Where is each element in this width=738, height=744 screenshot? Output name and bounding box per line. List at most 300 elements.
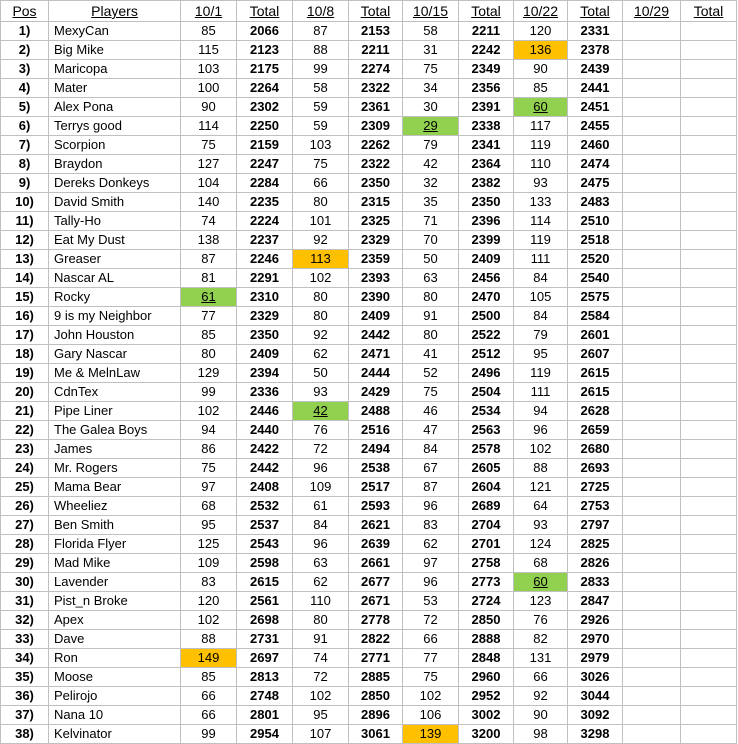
- header-total[interactable]: Total: [349, 1, 403, 22]
- total-10-22-cell[interactable]: 2331: [568, 22, 623, 41]
- score-10-8-cell[interactable]: 102: [293, 687, 349, 706]
- total-10-15-cell[interactable]: 2701: [459, 535, 514, 554]
- total-10-15-cell[interactable]: 2341: [459, 136, 514, 155]
- total-10-1-cell[interactable]: 2561: [237, 592, 293, 611]
- total-10-15-cell[interactable]: 2211: [459, 22, 514, 41]
- total-10-22-cell[interactable]: 2970: [568, 630, 623, 649]
- score-10-8-cell[interactable]: 63: [293, 554, 349, 573]
- total-10-8-cell[interactable]: 2329: [349, 231, 403, 250]
- score-10-8-cell[interactable]: 99: [293, 60, 349, 79]
- total-10-22-cell[interactable]: 2725: [568, 478, 623, 497]
- score-10-1-cell[interactable]: 97: [181, 478, 237, 497]
- player-name-cell[interactable]: Tally-Ho: [49, 212, 181, 231]
- total-10-22-cell[interactable]: 2628: [568, 402, 623, 421]
- score-10-15-cell[interactable]: 80: [403, 288, 459, 307]
- score-10-22-cell[interactable]: 119: [514, 364, 568, 383]
- score-10-29-cell[interactable]: [623, 155, 681, 174]
- total-10-8-cell[interactable]: 2771: [349, 649, 403, 668]
- score-10-22-cell[interactable]: 92: [514, 687, 568, 706]
- position-cell[interactable]: 33): [1, 630, 49, 649]
- score-10-15-cell[interactable]: 42: [403, 155, 459, 174]
- total-10-29-cell[interactable]: [681, 60, 737, 79]
- total-10-15-cell[interactable]: 2563: [459, 421, 514, 440]
- total-10-29-cell[interactable]: [681, 288, 737, 307]
- player-name-cell[interactable]: Me & MelnLaw: [49, 364, 181, 383]
- total-10-22-cell[interactable]: 2615: [568, 364, 623, 383]
- header-week-10-15[interactable]: 10/15: [403, 1, 459, 22]
- total-10-1-cell[interactable]: 2409: [237, 345, 293, 364]
- score-10-1-cell[interactable]: 94: [181, 421, 237, 440]
- total-10-8-cell[interactable]: 2850: [349, 687, 403, 706]
- score-10-22-cell[interactable]: 60: [514, 98, 568, 117]
- score-10-22-cell[interactable]: 98: [514, 725, 568, 744]
- header-week-10-22[interactable]: 10/22: [514, 1, 568, 22]
- total-10-1-cell[interactable]: 2246: [237, 250, 293, 269]
- player-name-cell[interactable]: Rocky: [49, 288, 181, 307]
- score-10-15-cell[interactable]: 58: [403, 22, 459, 41]
- position-cell[interactable]: 6): [1, 117, 49, 136]
- score-10-8-cell[interactable]: 101: [293, 212, 349, 231]
- total-10-1-cell[interactable]: 2247: [237, 155, 293, 174]
- score-10-22-cell[interactable]: 90: [514, 60, 568, 79]
- position-cell[interactable]: 8): [1, 155, 49, 174]
- position-cell[interactable]: 5): [1, 98, 49, 117]
- total-10-29-cell[interactable]: [681, 630, 737, 649]
- score-10-1-cell[interactable]: 104: [181, 174, 237, 193]
- score-10-1-cell[interactable]: 81: [181, 269, 237, 288]
- total-10-1-cell[interactable]: 2615: [237, 573, 293, 592]
- score-10-22-cell[interactable]: 90: [514, 706, 568, 725]
- total-10-8-cell[interactable]: 2778: [349, 611, 403, 630]
- position-cell[interactable]: 36): [1, 687, 49, 706]
- header-week-10-1[interactable]: 10/1: [181, 1, 237, 22]
- score-10-8-cell[interactable]: 66: [293, 174, 349, 193]
- header-pos[interactable]: Pos: [1, 1, 49, 22]
- score-10-29-cell[interactable]: [623, 630, 681, 649]
- player-name-cell[interactable]: Nana 10: [49, 706, 181, 725]
- score-10-8-cell[interactable]: 113: [293, 250, 349, 269]
- total-10-15-cell[interactable]: 2500: [459, 307, 514, 326]
- player-name-cell[interactable]: Dave: [49, 630, 181, 649]
- player-name-cell[interactable]: Eat My Dust: [49, 231, 181, 250]
- score-10-8-cell[interactable]: 84: [293, 516, 349, 535]
- score-10-15-cell[interactable]: 50: [403, 250, 459, 269]
- score-10-22-cell[interactable]: 85: [514, 79, 568, 98]
- total-10-1-cell[interactable]: 2954: [237, 725, 293, 744]
- position-cell[interactable]: 10): [1, 193, 49, 212]
- score-10-15-cell[interactable]: 46: [403, 402, 459, 421]
- score-10-15-cell[interactable]: 79: [403, 136, 459, 155]
- total-10-8-cell[interactable]: 2274: [349, 60, 403, 79]
- score-10-29-cell[interactable]: [623, 326, 681, 345]
- score-10-29-cell[interactable]: [623, 440, 681, 459]
- total-10-15-cell[interactable]: 2689: [459, 497, 514, 516]
- player-name-cell[interactable]: Kelvinator: [49, 725, 181, 744]
- total-10-15-cell[interactable]: 2504: [459, 383, 514, 402]
- player-name-cell[interactable]: Pipe Liner: [49, 402, 181, 421]
- total-10-29-cell[interactable]: [681, 478, 737, 497]
- score-10-8-cell[interactable]: 80: [293, 307, 349, 326]
- score-10-8-cell[interactable]: 59: [293, 117, 349, 136]
- score-10-1-cell[interactable]: 129: [181, 364, 237, 383]
- total-10-15-cell[interactable]: 2534: [459, 402, 514, 421]
- score-10-1-cell[interactable]: 75: [181, 459, 237, 478]
- score-10-29-cell[interactable]: [623, 592, 681, 611]
- total-10-29-cell[interactable]: [681, 497, 737, 516]
- total-10-1-cell[interactable]: 2698: [237, 611, 293, 630]
- score-10-22-cell[interactable]: 102: [514, 440, 568, 459]
- total-10-8-cell[interactable]: 2211: [349, 41, 403, 60]
- total-10-22-cell[interactable]: 2584: [568, 307, 623, 326]
- score-10-29-cell[interactable]: [623, 668, 681, 687]
- header-week-10-8[interactable]: 10/8: [293, 1, 349, 22]
- score-10-29-cell[interactable]: [623, 136, 681, 155]
- total-10-29-cell[interactable]: [681, 117, 737, 136]
- position-cell[interactable]: 30): [1, 573, 49, 592]
- position-cell[interactable]: 13): [1, 250, 49, 269]
- score-10-15-cell[interactable]: 91: [403, 307, 459, 326]
- total-10-15-cell[interactable]: 2758: [459, 554, 514, 573]
- score-10-15-cell[interactable]: 32: [403, 174, 459, 193]
- score-10-22-cell[interactable]: 123: [514, 592, 568, 611]
- score-10-22-cell[interactable]: 66: [514, 668, 568, 687]
- score-10-15-cell[interactable]: 67: [403, 459, 459, 478]
- total-10-22-cell[interactable]: 2615: [568, 383, 623, 402]
- score-10-1-cell[interactable]: 149: [181, 649, 237, 668]
- score-10-15-cell[interactable]: 71: [403, 212, 459, 231]
- score-10-15-cell[interactable]: 34: [403, 79, 459, 98]
- score-10-8-cell[interactable]: 96: [293, 535, 349, 554]
- total-10-1-cell[interactable]: 2748: [237, 687, 293, 706]
- score-10-8-cell[interactable]: 75: [293, 155, 349, 174]
- score-10-15-cell[interactable]: 87: [403, 478, 459, 497]
- total-10-22-cell[interactable]: 2540: [568, 269, 623, 288]
- score-10-8-cell[interactable]: 103: [293, 136, 349, 155]
- player-name-cell[interactable]: John Houston: [49, 326, 181, 345]
- total-10-22-cell[interactable]: 3026: [568, 668, 623, 687]
- score-10-29-cell[interactable]: [623, 573, 681, 592]
- total-10-15-cell[interactable]: 2496: [459, 364, 514, 383]
- position-cell[interactable]: 16): [1, 307, 49, 326]
- total-10-29-cell[interactable]: [681, 193, 737, 212]
- score-10-22-cell[interactable]: 88: [514, 459, 568, 478]
- total-10-8-cell[interactable]: 2517: [349, 478, 403, 497]
- score-10-29-cell[interactable]: [623, 60, 681, 79]
- score-10-8-cell[interactable]: 92: [293, 326, 349, 345]
- score-10-8-cell[interactable]: 74: [293, 649, 349, 668]
- total-10-29-cell[interactable]: [681, 668, 737, 687]
- total-10-8-cell[interactable]: 2322: [349, 155, 403, 174]
- total-10-22-cell[interactable]: 2510: [568, 212, 623, 231]
- total-10-22-cell[interactable]: 3044: [568, 687, 623, 706]
- total-10-8-cell[interactable]: 2488: [349, 402, 403, 421]
- score-10-1-cell[interactable]: 102: [181, 611, 237, 630]
- score-10-8-cell[interactable]: 62: [293, 573, 349, 592]
- score-10-22-cell[interactable]: 120: [514, 22, 568, 41]
- position-cell[interactable]: 12): [1, 231, 49, 250]
- score-10-1-cell[interactable]: 90: [181, 98, 237, 117]
- total-10-15-cell[interactable]: 2399: [459, 231, 514, 250]
- score-10-29-cell[interactable]: [623, 307, 681, 326]
- position-cell[interactable]: 15): [1, 288, 49, 307]
- position-cell[interactable]: 24): [1, 459, 49, 478]
- score-10-29-cell[interactable]: [623, 174, 681, 193]
- total-10-22-cell[interactable]: 2483: [568, 193, 623, 212]
- total-10-1-cell[interactable]: 2284: [237, 174, 293, 193]
- score-10-8-cell[interactable]: 72: [293, 440, 349, 459]
- score-10-8-cell[interactable]: 80: [293, 288, 349, 307]
- score-10-29-cell[interactable]: [623, 706, 681, 725]
- total-10-8-cell[interactable]: 2442: [349, 326, 403, 345]
- position-cell[interactable]: 31): [1, 592, 49, 611]
- total-10-22-cell[interactable]: 2833: [568, 573, 623, 592]
- header-total[interactable]: Total: [459, 1, 514, 22]
- position-cell[interactable]: 20): [1, 383, 49, 402]
- total-10-22-cell[interactable]: 2753: [568, 497, 623, 516]
- total-10-15-cell[interactable]: 2456: [459, 269, 514, 288]
- total-10-1-cell[interactable]: 2264: [237, 79, 293, 98]
- total-10-8-cell[interactable]: 2593: [349, 497, 403, 516]
- score-10-22-cell[interactable]: 82: [514, 630, 568, 649]
- total-10-29-cell[interactable]: [681, 41, 737, 60]
- score-10-15-cell[interactable]: 30: [403, 98, 459, 117]
- total-10-1-cell[interactable]: 2813: [237, 668, 293, 687]
- position-cell[interactable]: 38): [1, 725, 49, 744]
- total-10-1-cell[interactable]: 2224: [237, 212, 293, 231]
- score-10-8-cell[interactable]: 76: [293, 421, 349, 440]
- player-name-cell[interactable]: Mad Mike: [49, 554, 181, 573]
- score-10-15-cell[interactable]: 53: [403, 592, 459, 611]
- score-10-1-cell[interactable]: 140: [181, 193, 237, 212]
- score-10-8-cell[interactable]: 93: [293, 383, 349, 402]
- position-cell[interactable]: 18): [1, 345, 49, 364]
- total-10-29-cell[interactable]: [681, 231, 737, 250]
- score-10-15-cell[interactable]: 96: [403, 497, 459, 516]
- score-10-29-cell[interactable]: [623, 79, 681, 98]
- score-10-15-cell[interactable]: 75: [403, 668, 459, 687]
- total-10-1-cell[interactable]: 2537: [237, 516, 293, 535]
- total-10-8-cell[interactable]: 2885: [349, 668, 403, 687]
- player-name-cell[interactable]: David Smith: [49, 193, 181, 212]
- position-cell[interactable]: 22): [1, 421, 49, 440]
- score-10-1-cell[interactable]: 75: [181, 136, 237, 155]
- score-10-22-cell[interactable]: 105: [514, 288, 568, 307]
- score-10-22-cell[interactable]: 93: [514, 516, 568, 535]
- score-10-15-cell[interactable]: 63: [403, 269, 459, 288]
- total-10-8-cell[interactable]: 2262: [349, 136, 403, 155]
- player-name-cell[interactable]: Alex Pona: [49, 98, 181, 117]
- total-10-1-cell[interactable]: 2422: [237, 440, 293, 459]
- position-cell[interactable]: 2): [1, 41, 49, 60]
- total-10-22-cell[interactable]: 2455: [568, 117, 623, 136]
- total-10-15-cell[interactable]: 2349: [459, 60, 514, 79]
- total-10-15-cell[interactable]: 2242: [459, 41, 514, 60]
- player-name-cell[interactable]: Dereks Donkeys: [49, 174, 181, 193]
- score-10-22-cell[interactable]: 111: [514, 250, 568, 269]
- player-name-cell[interactable]: Florida Flyer: [49, 535, 181, 554]
- position-cell[interactable]: 32): [1, 611, 49, 630]
- score-10-22-cell[interactable]: 60: [514, 573, 568, 592]
- total-10-15-cell[interactable]: 2773: [459, 573, 514, 592]
- total-10-8-cell[interactable]: 2359: [349, 250, 403, 269]
- total-10-22-cell[interactable]: 2659: [568, 421, 623, 440]
- score-10-22-cell[interactable]: 95: [514, 345, 568, 364]
- total-10-1-cell[interactable]: 2175: [237, 60, 293, 79]
- score-10-22-cell[interactable]: 133: [514, 193, 568, 212]
- score-10-22-cell[interactable]: 131: [514, 649, 568, 668]
- total-10-29-cell[interactable]: [681, 79, 737, 98]
- score-10-22-cell[interactable]: 136: [514, 41, 568, 60]
- total-10-22-cell[interactable]: 2601: [568, 326, 623, 345]
- score-10-15-cell[interactable]: 52: [403, 364, 459, 383]
- score-10-29-cell[interactable]: [623, 459, 681, 478]
- score-10-1-cell[interactable]: 115: [181, 41, 237, 60]
- total-10-22-cell[interactable]: 2847: [568, 592, 623, 611]
- score-10-15-cell[interactable]: 70: [403, 231, 459, 250]
- score-10-1-cell[interactable]: 68: [181, 497, 237, 516]
- score-10-1-cell[interactable]: 138: [181, 231, 237, 250]
- score-10-22-cell[interactable]: 84: [514, 269, 568, 288]
- total-10-8-cell[interactable]: 2896: [349, 706, 403, 725]
- total-10-8-cell[interactable]: 3061: [349, 725, 403, 744]
- score-10-22-cell[interactable]: 93: [514, 174, 568, 193]
- total-10-15-cell[interactable]: 2704: [459, 516, 514, 535]
- total-10-15-cell[interactable]: 2350: [459, 193, 514, 212]
- total-10-22-cell[interactable]: 2475: [568, 174, 623, 193]
- score-10-8-cell[interactable]: 61: [293, 497, 349, 516]
- score-10-1-cell[interactable]: 114: [181, 117, 237, 136]
- total-10-29-cell[interactable]: [681, 364, 737, 383]
- position-cell[interactable]: 17): [1, 326, 49, 345]
- position-cell[interactable]: 7): [1, 136, 49, 155]
- score-10-1-cell[interactable]: 88: [181, 630, 237, 649]
- score-10-8-cell[interactable]: 109: [293, 478, 349, 497]
- total-10-15-cell[interactable]: 2848: [459, 649, 514, 668]
- total-10-15-cell[interactable]: 2522: [459, 326, 514, 345]
- total-10-15-cell[interactable]: 3002: [459, 706, 514, 725]
- player-name-cell[interactable]: Wheeliez: [49, 497, 181, 516]
- score-10-22-cell[interactable]: 68: [514, 554, 568, 573]
- total-10-8-cell[interactable]: 2494: [349, 440, 403, 459]
- total-10-22-cell[interactable]: 2926: [568, 611, 623, 630]
- position-cell[interactable]: 4): [1, 79, 49, 98]
- score-10-1-cell[interactable]: 86: [181, 440, 237, 459]
- score-10-8-cell[interactable]: 95: [293, 706, 349, 725]
- score-10-1-cell[interactable]: 66: [181, 706, 237, 725]
- total-10-29-cell[interactable]: [681, 421, 737, 440]
- header-total[interactable]: Total: [568, 1, 623, 22]
- total-10-29-cell[interactable]: [681, 535, 737, 554]
- header-total[interactable]: Total: [237, 1, 293, 22]
- score-10-8-cell[interactable]: 110: [293, 592, 349, 611]
- score-10-22-cell[interactable]: 114: [514, 212, 568, 231]
- total-10-29-cell[interactable]: [681, 345, 737, 364]
- total-10-22-cell[interactable]: 2518: [568, 231, 623, 250]
- total-10-15-cell[interactable]: 2512: [459, 345, 514, 364]
- score-10-29-cell[interactable]: [623, 402, 681, 421]
- total-10-1-cell[interactable]: 2801: [237, 706, 293, 725]
- total-10-1-cell[interactable]: 2440: [237, 421, 293, 440]
- total-10-8-cell[interactable]: 2361: [349, 98, 403, 117]
- score-10-22-cell[interactable]: 79: [514, 326, 568, 345]
- score-10-22-cell[interactable]: 96: [514, 421, 568, 440]
- total-10-29-cell[interactable]: [681, 611, 737, 630]
- score-10-22-cell[interactable]: 94: [514, 402, 568, 421]
- score-10-22-cell[interactable]: 121: [514, 478, 568, 497]
- total-10-22-cell[interactable]: 2451: [568, 98, 623, 117]
- score-10-22-cell[interactable]: 124: [514, 535, 568, 554]
- position-cell[interactable]: 11): [1, 212, 49, 231]
- total-10-8-cell[interactable]: 2471: [349, 345, 403, 364]
- score-10-15-cell[interactable]: 106: [403, 706, 459, 725]
- player-name-cell[interactable]: Maricopa: [49, 60, 181, 79]
- score-10-15-cell[interactable]: 29: [403, 117, 459, 136]
- total-10-22-cell[interactable]: 2693: [568, 459, 623, 478]
- total-10-8-cell[interactable]: 2390: [349, 288, 403, 307]
- total-10-22-cell[interactable]: 3298: [568, 725, 623, 744]
- score-10-15-cell[interactable]: 139: [403, 725, 459, 744]
- player-name-cell[interactable]: Greaser: [49, 250, 181, 269]
- player-name-cell[interactable]: Ben Smith: [49, 516, 181, 535]
- total-10-8-cell[interactable]: 2639: [349, 535, 403, 554]
- score-10-1-cell[interactable]: 80: [181, 345, 237, 364]
- total-10-22-cell[interactable]: 3092: [568, 706, 623, 725]
- score-10-22-cell[interactable]: 76: [514, 611, 568, 630]
- player-name-cell[interactable]: Braydon: [49, 155, 181, 174]
- score-10-29-cell[interactable]: [623, 497, 681, 516]
- score-10-8-cell[interactable]: 72: [293, 668, 349, 687]
- total-10-1-cell[interactable]: 2731: [237, 630, 293, 649]
- score-10-29-cell[interactable]: [623, 117, 681, 136]
- score-10-1-cell[interactable]: 74: [181, 212, 237, 231]
- score-10-1-cell[interactable]: 87: [181, 250, 237, 269]
- score-10-15-cell[interactable]: 75: [403, 383, 459, 402]
- total-10-1-cell[interactable]: 2159: [237, 136, 293, 155]
- score-10-15-cell[interactable]: 96: [403, 573, 459, 592]
- total-10-8-cell[interactable]: 2315: [349, 193, 403, 212]
- total-10-29-cell[interactable]: [681, 136, 737, 155]
- position-cell[interactable]: 23): [1, 440, 49, 459]
- score-10-29-cell[interactable]: [623, 611, 681, 630]
- score-10-29-cell[interactable]: [623, 212, 681, 231]
- player-name-cell[interactable]: Mr. Rogers: [49, 459, 181, 478]
- score-10-29-cell[interactable]: [623, 421, 681, 440]
- total-10-22-cell[interactable]: 2680: [568, 440, 623, 459]
- total-10-1-cell[interactable]: 2446: [237, 402, 293, 421]
- total-10-29-cell[interactable]: [681, 383, 737, 402]
- total-10-15-cell[interactable]: 3200: [459, 725, 514, 744]
- player-name-cell[interactable]: MexyCan: [49, 22, 181, 41]
- total-10-1-cell[interactable]: 2310: [237, 288, 293, 307]
- score-10-1-cell[interactable]: 85: [181, 668, 237, 687]
- header-players[interactable]: Players: [49, 1, 181, 22]
- total-10-1-cell[interactable]: 2598: [237, 554, 293, 573]
- total-10-29-cell[interactable]: [681, 706, 737, 725]
- player-name-cell[interactable]: The Galea Boys: [49, 421, 181, 440]
- score-10-29-cell[interactable]: [623, 231, 681, 250]
- total-10-22-cell[interactable]: 2825: [568, 535, 623, 554]
- total-10-29-cell[interactable]: [681, 22, 737, 41]
- total-10-22-cell[interactable]: 2607: [568, 345, 623, 364]
- score-10-15-cell[interactable]: 72: [403, 611, 459, 630]
- score-10-8-cell[interactable]: 59: [293, 98, 349, 117]
- total-10-8-cell[interactable]: 2325: [349, 212, 403, 231]
- score-10-15-cell[interactable]: 97: [403, 554, 459, 573]
- score-10-1-cell[interactable]: 102: [181, 402, 237, 421]
- total-10-29-cell[interactable]: [681, 250, 737, 269]
- score-10-8-cell[interactable]: 62: [293, 345, 349, 364]
- position-cell[interactable]: 9): [1, 174, 49, 193]
